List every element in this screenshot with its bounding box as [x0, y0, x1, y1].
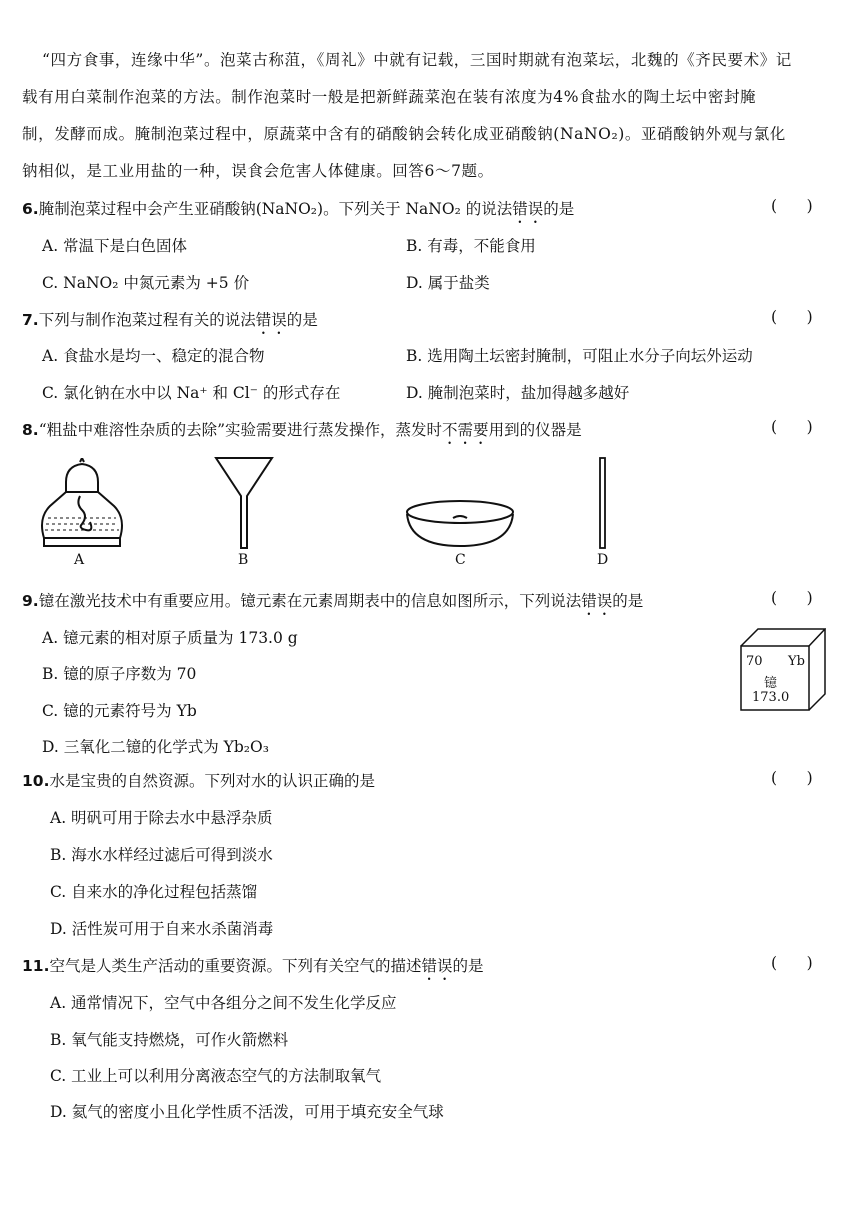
q6-option-b: B. 有毒，不能食用 — [406, 237, 536, 255]
periodic-table-cell — [740, 628, 826, 712]
q7-option-c: C. 氯化钠在水中以 Na⁺ 和 Cl⁻ 的形式存在 — [42, 384, 341, 402]
q10-option-d: D. 活性炭可用于自来水杀菌消毒 — [50, 920, 274, 938]
q7-option-a: A. 食盐水是均一、稳定的混合物 — [42, 347, 265, 365]
q9-option-c: C. 镱的元素符号为 Yb — [42, 702, 197, 720]
glass-rod-icon — [596, 456, 610, 552]
caption-a: A — [74, 552, 85, 568]
answer-blank-11: ( ) — [771, 954, 813, 972]
evaporating-dish-icon — [404, 496, 516, 550]
q11-option-d: D. 氦气的密度小且化学性质不活泼，可用于填充安全气球 — [50, 1103, 444, 1121]
q9-option-d: D. 三氧化二镱的化学式为 Yb₂O₃ — [42, 738, 269, 756]
q10-option-a: A. 明矾可用于除去水中悬浮杂质 — [50, 809, 273, 827]
q6-option-a: A. 常温下是白色固体 — [42, 237, 188, 255]
q7-option-b: B. 选用陶土坛密封腌制，可阻止水分子向坛外运动 — [406, 347, 753, 365]
q7-option-d: D. 腌制泡菜时，盐加得越多越好 — [406, 384, 630, 402]
intro-line-4: 钠相似，是工业用盐的一种，误食会危害人体健康。回答6～7题。 — [22, 162, 494, 180]
funnel-icon — [214, 456, 274, 552]
answer-blank-10: ( ) — [771, 769, 813, 787]
question-8-stem: 8.“粗盐中难溶性杂质的去除”实验需要进行蒸发操作，蒸发时不需要用到的仪器是 — [22, 421, 582, 439]
q11-option-a: A. 通常情况下，空气中各组分之间不发生化学反应 — [50, 994, 397, 1012]
q11-option-c: C. 工业上可以利用分离液态空气的方法制取氧气 — [50, 1067, 382, 1085]
atomic-number: 70 — [746, 654, 763, 669]
answer-blank-8: ( ) — [771, 418, 813, 436]
question-11-stem: 11.空气是人类生产活动的重要资源。下列有关空气的描述错误的是 — [22, 957, 484, 975]
element-symbol: Yb — [788, 654, 805, 669]
intro-line-1: “四方食事，连缘中华”。泡菜古称菹，《周礼》中就有记载，三国时期就有泡菜坛，北魏的《齐民要术》记 — [42, 51, 792, 69]
caption-c: C — [455, 552, 466, 568]
intro-line-2: 载有用白菜制作泡菜的方法。制作泡菜时一般是把新鲜蔬菜泡在装有浓度为4%食盐水的陶土坛中密封腌 — [22, 88, 757, 106]
intro-line-3: 制，发酵而成。腌制泡菜过程中，原蔬菜中含有的硝酸钠会转化成亚硝酸钠(NaNO₂)。亚硝酸钠外观与氯化 — [22, 125, 786, 143]
q10-option-b: B. 海水水样经过滤后可得到淡水 — [50, 846, 273, 864]
element-name: 镱 — [764, 676, 778, 691]
question-10-stem: 10.水是宝贵的自然资源。下列对水的认识正确的是 — [22, 772, 375, 790]
q6-option-c: C. NaNO₂ 中氮元素为 +5 价 — [42, 274, 250, 292]
question-9-stem: 9.镱在激光技术中有重要应用。镱元素在元素周期表中的信息如图所示，下列说法错误的是 — [22, 592, 644, 610]
q9-option-b: B. 镱的原子序数为 70 — [42, 665, 197, 683]
caption-b: B — [238, 552, 249, 568]
answer-blank-6: ( ) — [771, 197, 813, 215]
q9-option-a: A. 镱元素的相对原子质量为 173.0 g — [42, 629, 298, 647]
question-6-stem: 6.腌制泡菜过程中会产生亚硝酸钠(NaNO₂)。下列关于 NaNO₂ 的说法错误的是 — [22, 200, 575, 218]
atomic-mass: 173.0 — [752, 690, 790, 705]
answer-blank-7: ( ) — [771, 308, 813, 326]
question-7-stem: 7.下列与制作泡菜过程有关的说法错误的是 — [22, 311, 318, 329]
alcohol-lamp-icon — [36, 458, 128, 552]
q11-option-b: B. 氧气能支持燃烧，可作火箭燃料 — [50, 1031, 289, 1049]
caption-d: D — [597, 552, 609, 568]
answer-blank-9: ( ) — [771, 589, 813, 607]
q10-option-c: C. 自来水的净化过程包括蒸馏 — [50, 883, 258, 901]
q6-option-d: D. 属于盐类 — [406, 274, 490, 292]
